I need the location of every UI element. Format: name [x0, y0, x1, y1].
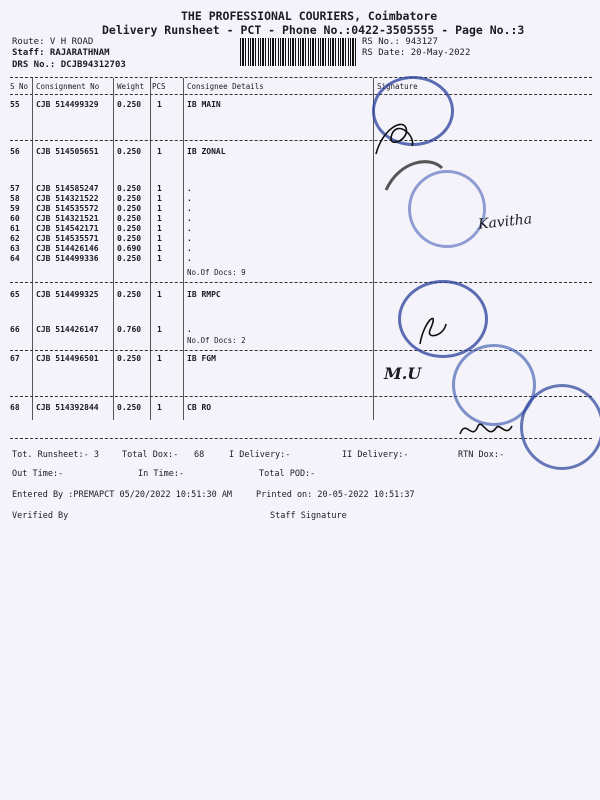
table-row — [0, 234, 600, 244]
cell-wt: 0.250 — [117, 254, 142, 263]
cell-wt: 0.250 — [117, 224, 142, 233]
cell-cn: CJB 514542171 — [36, 224, 99, 233]
staff-label: Staff: RAJARATHNAM — [12, 48, 110, 58]
cell-wt: 0.250 — [117, 184, 142, 193]
col-consignment: Consignment No — [36, 82, 100, 91]
cell-cn: CJB 514499325 — [36, 290, 99, 299]
col-weight: Weight — [117, 82, 145, 91]
cell-cn: CJB 514392844 — [36, 403, 99, 412]
cell-pcs: 1 — [157, 194, 162, 203]
col-signature: Signature — [377, 82, 418, 91]
cell-wt: 0.250 — [117, 100, 142, 109]
cell-wt: 0.690 — [117, 244, 142, 253]
runsheet-subtitle: Delivery Runsheet - PCT - Phone No.:0422-3505555 - Page No.:3 — [102, 23, 525, 37]
cell-sno: 58 — [10, 194, 20, 203]
drs-number: DRS No.: DCJB94312703 — [12, 60, 126, 70]
table-row — [0, 184, 600, 194]
cell-sno: 61 — [10, 224, 20, 233]
cell-pcs: 1 — [157, 403, 162, 412]
cell-pcs: 1 — [157, 244, 162, 253]
total-dox-label: Total Dox:- — [122, 450, 179, 460]
cell-pcs: 1 — [157, 100, 162, 109]
cell-cn: CJB 514535571 — [36, 234, 99, 243]
total-runsheet: Tot. Runsheet:- 3 — [12, 450, 99, 460]
cell-wt: 0.250 — [117, 214, 142, 223]
cell-det: . — [187, 184, 192, 193]
table-row — [0, 290, 600, 300]
cell-sno: 68 — [10, 403, 20, 412]
cell-sno: 55 — [10, 100, 20, 109]
row-rule — [10, 140, 592, 141]
cell-det: IB MAIN — [187, 100, 221, 109]
cell-pcs: 1 — [157, 184, 162, 193]
out-time: Out Time:- — [12, 469, 64, 479]
cell-cn: CJB 514499336 — [36, 254, 99, 263]
cell-cn: CJB 514499329 — [36, 100, 99, 109]
cell-pcs: 1 — [157, 224, 162, 233]
handwritten-signature: Kavitha — [477, 211, 533, 233]
cell-wt: 0.250 — [117, 354, 142, 363]
docs-count-note: No.Of Docs: 2 — [187, 336, 246, 345]
signature-mark — [456, 414, 516, 444]
signature-mark — [410, 300, 450, 350]
table-row — [0, 194, 600, 204]
cell-wt: 0.250 — [117, 403, 142, 412]
cell-cn: CJB 514505651 — [36, 147, 99, 156]
cell-pcs: 1 — [157, 234, 162, 243]
rs-number: RS No.: 943127 — [362, 37, 438, 47]
cell-cn: CJB 514321522 — [36, 194, 99, 203]
in-time: In Time:- — [138, 469, 185, 479]
route-label: Route: V H ROAD — [12, 37, 94, 47]
cell-sno: 63 — [10, 244, 20, 253]
cell-wt: 0.250 — [117, 234, 142, 243]
barcode-image — [240, 38, 358, 66]
table-row — [0, 254, 600, 264]
row-rule — [10, 282, 592, 283]
company-title: THE PROFESSIONAL COURIERS, Coimbatore — [181, 9, 438, 23]
cell-cn: CJB 514426146 — [36, 244, 99, 253]
cell-det: . — [187, 204, 192, 213]
rtn-dox: RTN Dox:- — [458, 450, 505, 460]
cell-cn: CJB 514496501 — [36, 354, 99, 363]
cell-wt: 0.250 — [117, 204, 142, 213]
cell-det: . — [187, 224, 192, 233]
cell-cn: CJB 514535572 — [36, 204, 99, 213]
cell-pcs: 1 — [157, 354, 162, 363]
cell-pcs: 1 — [157, 325, 162, 334]
cell-det: IB ZONAL — [187, 147, 226, 156]
rs-date: RS Date: 20-May-2022 — [362, 48, 471, 58]
cell-pcs: 1 — [157, 214, 162, 223]
table-header-rule — [10, 94, 592, 95]
cell-det: . — [187, 234, 192, 243]
cell-sno: 62 — [10, 234, 20, 243]
cell-det: . — [187, 254, 192, 263]
table-header — [0, 82, 600, 92]
cell-sno: 66 — [10, 325, 20, 334]
cell-det: . — [187, 325, 192, 334]
cell-pcs: 1 — [157, 147, 162, 156]
cell-sno: 64 — [10, 254, 20, 263]
cell-det: CB RO — [187, 403, 212, 412]
staff-signature-label: Staff Signature — [270, 511, 347, 521]
cell-det: . — [187, 244, 192, 253]
table-row — [0, 325, 600, 335]
table-row — [0, 100, 600, 110]
cell-cn: CJB 514426147 — [36, 325, 99, 334]
ii-delivery: II Delivery:- — [342, 450, 409, 460]
cell-sno: 56 — [10, 147, 20, 156]
cell-sno: 57 — [10, 184, 20, 193]
cell-pcs: 1 — [157, 254, 162, 263]
cell-pcs: 1 — [157, 204, 162, 213]
cell-sno: 67 — [10, 354, 20, 363]
total-pod: Total POD:- — [259, 469, 316, 479]
handwritten-signature: M.U — [384, 364, 422, 383]
cell-sno: 59 — [10, 204, 20, 213]
cell-det: . — [187, 214, 192, 223]
cell-sno: 60 — [10, 214, 20, 223]
cell-pcs: 1 — [157, 290, 162, 299]
signature-mark — [380, 150, 450, 210]
col-sno: S No — [10, 82, 29, 91]
cell-det: . — [187, 194, 192, 203]
cell-sno: 65 — [10, 290, 20, 299]
cell-cn: CJB 514585247 — [36, 184, 99, 193]
entered-by: Entered By :PREMAPCT 05/20/2022 10:51:30 AM — [12, 490, 233, 500]
cell-det: IB FGM — [187, 354, 216, 363]
i-delivery: I Delivery:- — [229, 450, 291, 460]
cell-cn: CJB 514321521 — [36, 214, 99, 223]
col-pcs: PCS — [152, 82, 166, 91]
table-top-rule — [10, 77, 592, 78]
col-consignee: Consignee Details — [187, 82, 264, 91]
cell-det: IB RMPC — [187, 290, 221, 299]
table-row — [0, 244, 600, 254]
verified-by: Verified By — [12, 511, 69, 521]
printed-on: Printed on: 20-05-2022 10:51:37 — [256, 490, 415, 500]
total-dox-value: 68 — [194, 450, 205, 460]
cell-wt: 0.250 — [117, 290, 142, 299]
cell-wt: 0.250 — [117, 147, 142, 156]
cell-wt: 0.760 — [117, 325, 142, 334]
table-row — [0, 147, 600, 157]
docs-count-note: No.Of Docs: 9 — [187, 268, 246, 277]
cell-wt: 0.250 — [117, 194, 142, 203]
bank-stamp — [520, 384, 600, 470]
